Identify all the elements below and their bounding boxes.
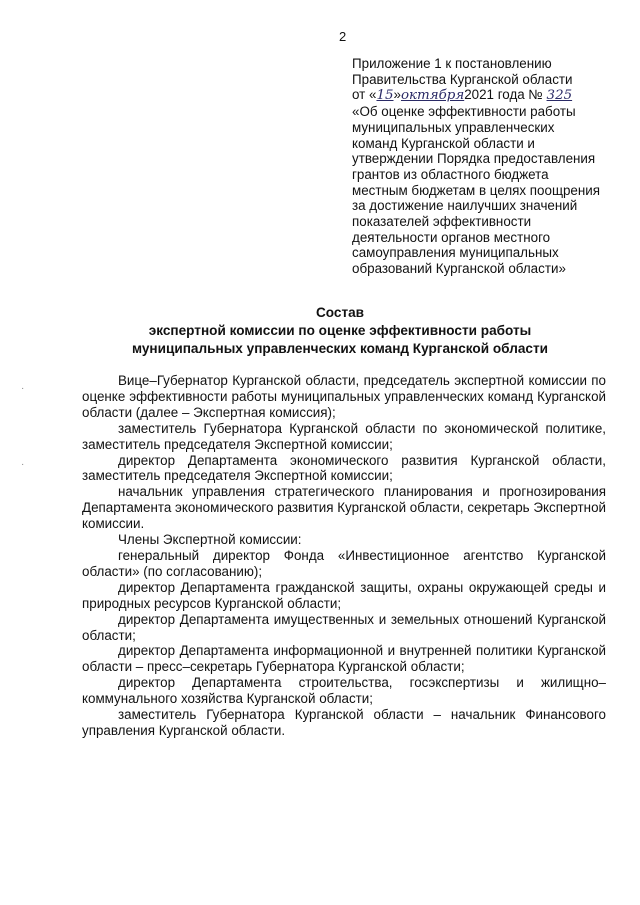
- appendix-title-line: «Об оценке эффективности работы: [352, 104, 576, 120]
- members-heading: Члены Экспертной комиссии:: [118, 532, 302, 548]
- date-mid: »: [393, 87, 401, 103]
- appendix-title-line: показателей эффективности: [352, 214, 532, 230]
- commission-member-paragraph: Вице–Губернатор Курганской области, председатель экспертной комиссии по оценке эффективности работы муниципальных управленческих команд Курганской области (далее – Экспертная комиссия);: [82, 373, 606, 420]
- appendix-block: [352, 56, 622, 277]
- commission-member-paragraph: заместитель Губернатора Курганской области по экономической политике, заместитель председателя Экспертной комиссии;: [82, 420, 606, 452]
- heading-subtitle-line: экспертной комиссии по оценке эффективности работы: [148, 323, 532, 338]
- commission-member-paragraph: заместитель Губернатора Курганской области – начальник Финансового управления Курганской области.: [82, 707, 606, 738]
- commission-member-paragraph: директор Департамента строительства, госэкспертизы и жилищно–коммунального хозяйства Курганской области;: [82, 675, 606, 707]
- commission-member-paragraph: директор Департамента имущественных и земельных отношений Курганской области;: [82, 611, 606, 643]
- heading-subtitle-line: муниципальных управленческих команд Курганской области: [132, 341, 548, 356]
- appendix-line: Правительства Курганской области: [352, 71, 573, 87]
- commission-member-paragraph: директор Департамента информационной и внутренней политики Курганской области – пресс–секретарь Губернатора Курганской области;: [82, 643, 606, 675]
- appendix-title-line: команд Курганской области и: [352, 135, 535, 151]
- commission-member-paragraph: генеральный директор Фонда «Инвестиционное агентство Курганской области» (по согласованию);: [82, 547, 606, 579]
- date-month-handwritten: октября: [400, 88, 465, 104]
- appendix-title-line: за достижение наилучших значений: [352, 198, 578, 214]
- commission-list: [82, 373, 606, 739]
- page-number: 2: [339, 29, 347, 44]
- appendix-title-line: самоуправления муниципальных: [352, 245, 559, 261]
- heading-title: Состав: [315, 305, 365, 320]
- appendix-date-line: [352, 87, 622, 104]
- doc-number-handwritten: 325: [546, 88, 573, 104]
- appendix-title-line: утверждении Порядка предоставления: [352, 151, 596, 167]
- commission-member-paragraph: директор Департамента гражданской защиты, охраны окружающей среды и природных ресурсов Курганской области;: [82, 579, 606, 611]
- scan-dot-mark: ·: [21, 383, 25, 394]
- date-day-handwritten: 15: [376, 88, 394, 104]
- document-heading: [60, 304, 620, 358]
- appendix-title-line: грантов из областного бюджета: [352, 166, 549, 182]
- appendix-title-line: образований Курганской области»: [352, 261, 566, 277]
- date-year: 2021 года №: [464, 87, 543, 103]
- appendix-line: Приложение 1 к постановлению: [352, 56, 552, 71]
- date-prefix: от «: [352, 87, 377, 103]
- appendix-title-line: местным бюджетам в целях поощрения: [352, 182, 600, 198]
- appendix-title-line: деятельности органов местного: [352, 229, 551, 245]
- commission-member-paragraph: директор Департамента экономического развития Курганской области, заместитель председателя Экспертной комиссии;: [82, 452, 606, 484]
- appendix-title-line: муниципальных управленческих: [352, 119, 555, 135]
- scan-dot-mark: ·: [21, 459, 25, 470]
- commission-member-paragraph: начальник управления стратегического планирования и прогнозирования Департамента экономического развития Курганской области, секретарь Экспертной комиссии.: [82, 484, 606, 532]
